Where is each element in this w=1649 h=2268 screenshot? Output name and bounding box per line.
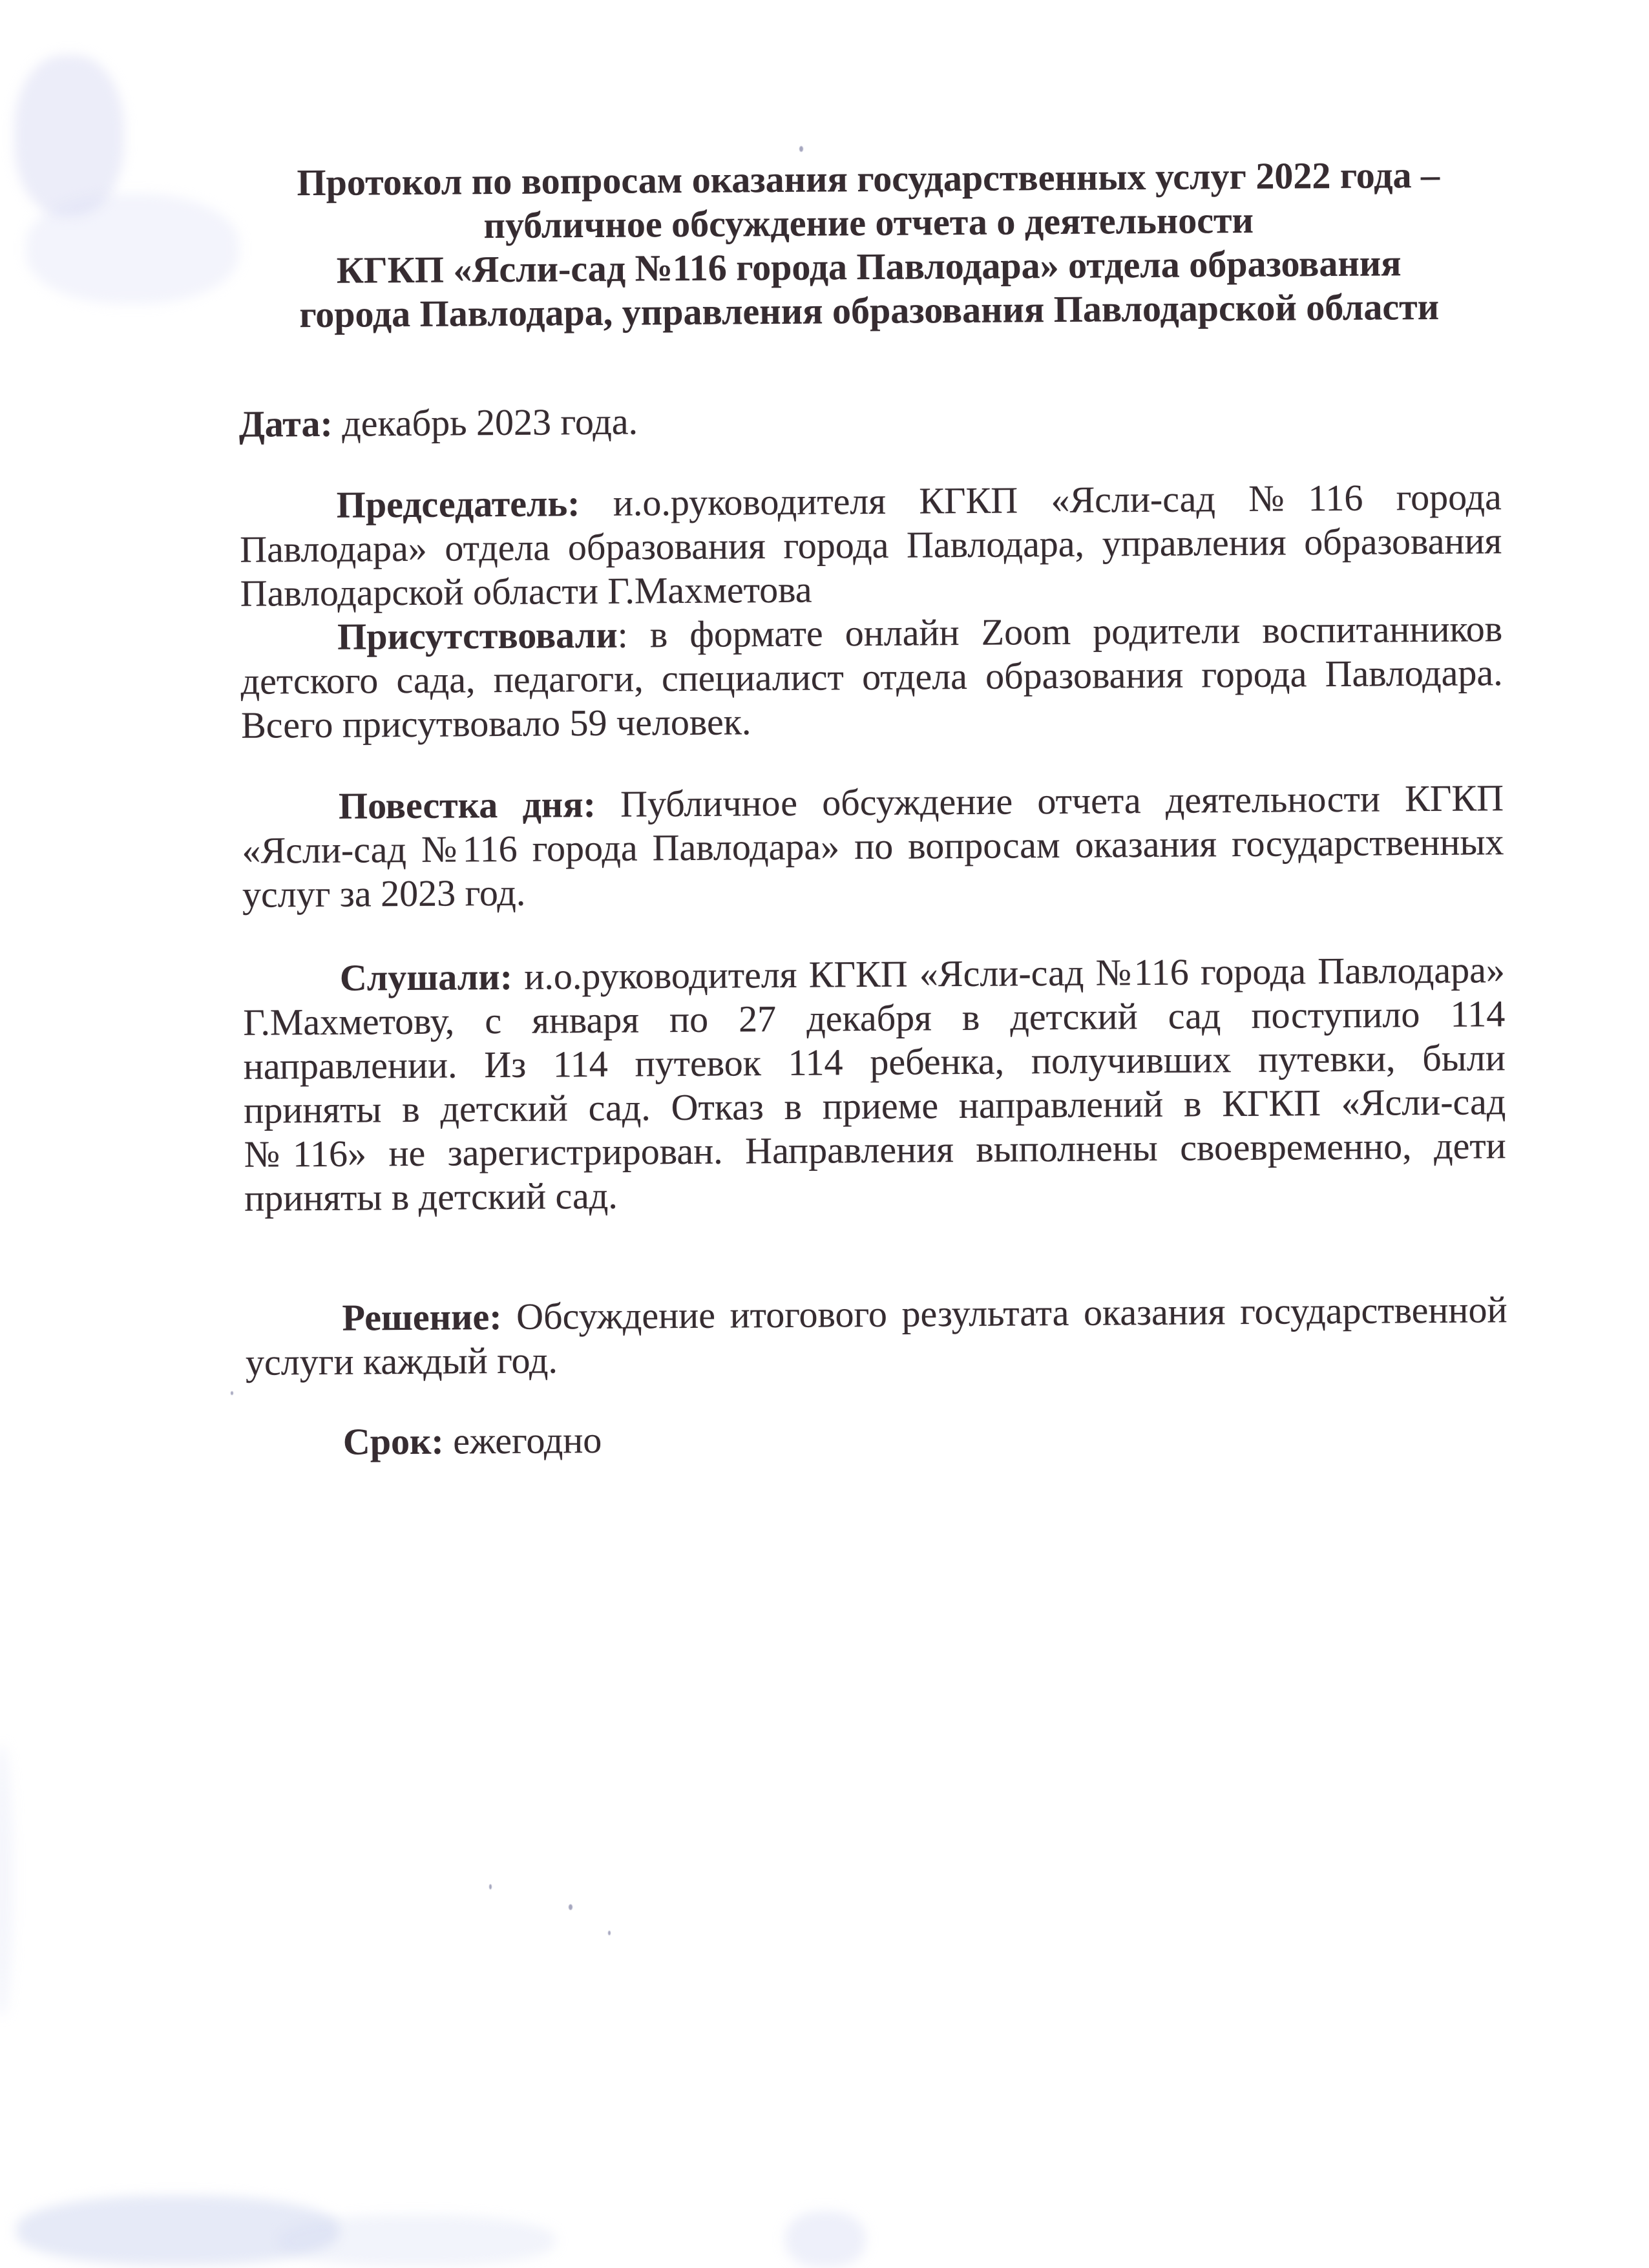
decision-text: Обсуждение итогового результата оказания государственной услуги каждый год. [245, 1288, 1507, 1383]
paragraph-agenda [242, 776, 1504, 917]
attendees-text: : в формате онлайн Zoom родители воспитанников детского сада, педагоги, специалист отдела образования города Павлодара. Всего присутвовало 59 человек. [240, 607, 1503, 746]
paragraph-term [246, 1412, 1508, 1465]
paragraph-date [239, 394, 1501, 446]
chairman-label: Председатель: [336, 482, 580, 526]
agenda-text: Публичное обсуждение отчета деятельности КГКП «Ясли-сад №116 города Павлодара» по вопросам оказания государственных услуг за 2023 год. [242, 777, 1504, 916]
scan-speck [489, 1884, 492, 1889]
title-line-3: КГКП «Ясли-сад №116 города Павлодара» отдела образования [336, 242, 1402, 291]
paragraph-heard [243, 948, 1507, 1221]
decision-label: Решение: [342, 1296, 502, 1339]
attendees-label: Присутствовали [337, 613, 618, 658]
scan-speck [799, 146, 803, 152]
scan-smudge-bottom-left-2 [278, 2215, 556, 2267]
scan-speck [569, 1904, 572, 1910]
scan-speck [231, 1391, 233, 1395]
chairman-text: и.о.руководителя КГКП «Ясли-сад №116 города Павлодара» отдела образования города Павлодара, управления образования Павлодарской области Г.Махметова [239, 476, 1502, 614]
scan-smudge-bottom-center [785, 2211, 866, 2268]
scan-smudge-left-edge [0, 1745, 13, 2016]
scan-smudge-top-left-2 [26, 194, 239, 304]
term-label: Срок: [342, 1420, 444, 1463]
title-line-4: города Павлодара, управления образования Павлодарской области [299, 285, 1440, 336]
paragraph-attendees [240, 607, 1503, 748]
date-value: декабрь 2023 года. [332, 400, 638, 445]
scan-smudge-top-left [14, 55, 124, 216]
agenda-label: Повестка дня: [338, 782, 596, 827]
title-line-1: Протокол по вопросам оказания государственных услуг 2022 года – [297, 153, 1440, 204]
document-content [237, 152, 1508, 1465]
term-text: ежегодно [443, 1418, 602, 1462]
heard-label: Слушали: [339, 955, 513, 999]
paragraph-chairman [240, 475, 1502, 616]
heard-text: и.о.руководителя КГКП «Ясли-сад №116 города Павлодара» Г.Махметову, с января по 27 декабря в детский сад поступило 114 направлении. Из 114 путевок 114 ребенка, получивших путевки, были приняты в детский сад. Отказ в приеме направлений в КГКП «Ясли-сад №116» не зарегистрирован. Направления выполнены своевременно, дети приняты в детский сад. [243, 949, 1506, 1219]
paragraph-decision [245, 1288, 1507, 1385]
scan-speck [608, 1931, 611, 1935]
title-line-2: публичное обсуждение отчета о деятельности [483, 198, 1254, 247]
document-title [237, 152, 1500, 337]
date-label: Дата: [238, 402, 333, 445]
scan-smudge-bottom-left [16, 2196, 339, 2265]
